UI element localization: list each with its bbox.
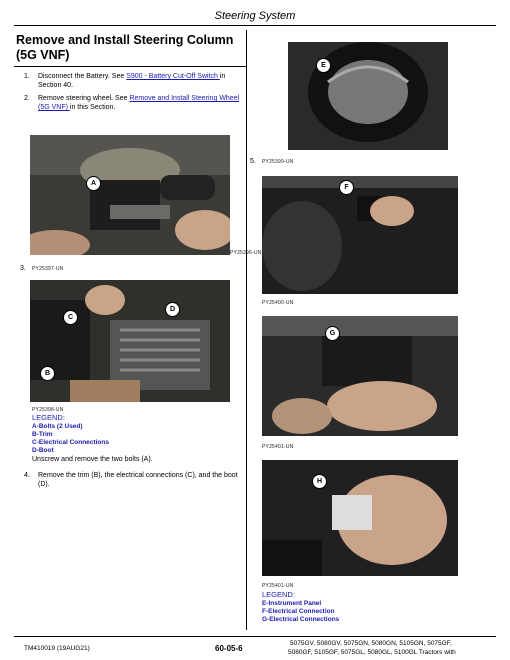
callout-c: C: [63, 310, 78, 325]
callout-d: D: [165, 302, 180, 317]
photo-trim-boot: [30, 280, 230, 402]
callout-h: H: [312, 474, 327, 489]
footer-page-number: 60-05-6: [215, 644, 243, 653]
caption-7: PY25401-UN: [262, 583, 294, 589]
footer-rule: [14, 636, 496, 637]
legend-item-electrical-connection: F-Electrical Connection: [262, 608, 335, 615]
caption-2: PY25397-UN: [32, 266, 64, 272]
step-1-text: [38, 72, 242, 90]
step-2-post: in this Section.: [69, 104, 116, 111]
step-2: [24, 94, 242, 114]
legend-item-electrical-connections-g: G-Electrical Connections: [262, 616, 340, 623]
header-title: Steering System: [214, 10, 296, 22]
caption-1: PY25396-UN: [230, 250, 262, 256]
footer-doc-id: TM410019 (19AUG21): [24, 645, 90, 652]
callout-b: B: [40, 366, 55, 381]
section-title: Remove and Install Steering Column (5G VNF): [16, 33, 234, 62]
step-2-pre: Remove steering wheel. See: [38, 95, 130, 102]
legend-item-bolts: A-Bolts (2 Used): [32, 423, 83, 430]
step-3-number: 3.: [20, 265, 26, 272]
legend-item-trim: B-Trim: [32, 431, 53, 438]
photo-connector: [262, 460, 458, 576]
step-4: [24, 471, 242, 491]
legend-item-instrument-panel: E-Instrument Panel: [262, 600, 322, 607]
legend-item-boot: D-Boot: [32, 447, 54, 454]
legend-note: Unscrew and remove the two bolts (A).: [32, 456, 153, 463]
battery-cutoff-link[interactable]: S900 - Battery Cut-Off Switch: [126, 73, 220, 80]
caption-4: PY25399-UN: [262, 159, 294, 165]
column-divider: [246, 30, 247, 630]
callout-f: F: [339, 180, 354, 195]
footer-models-line-2: 5080GF, 5105GF, 5075GL, 5080GL, 5100GL Tractors with: [288, 649, 456, 656]
steering-wheel-link[interactable]: Remove and Install Steering Wheel (5G VNF): [38, 95, 240, 111]
step-4-text: Remove the trim (B), the electrical connections (C), and the boot (D).: [38, 472, 238, 488]
caption-6: PY25401-UN: [262, 444, 294, 450]
callout-e: E: [316, 58, 331, 73]
callout-a: A: [86, 176, 101, 191]
photo-electrical-connection: [262, 176, 458, 294]
step-1: [24, 72, 242, 92]
step-2-number: 2.: [24, 95, 30, 102]
caption-5: PY25400-UN: [262, 300, 294, 306]
header-rule: [14, 25, 496, 26]
photo-electrical-connections: [262, 316, 458, 436]
legend-left-title: LEGEND:: [32, 413, 65, 422]
footer-models-line-1: 5075GV, 5080GV, 5075GN, 5080GN, 5105GN, 5075GF,: [290, 640, 452, 647]
caption-3: PY25398-UN: [32, 407, 64, 413]
step-5-number: 5.: [250, 158, 256, 165]
step-1-number: 1.: [24, 73, 30, 80]
photo-bolts: [30, 135, 230, 255]
photo-instrument-panel: [288, 42, 448, 150]
step-1-post: in Section 40.: [38, 73, 226, 89]
step-4-number: 4.: [24, 472, 30, 479]
legend-right-title: LEGEND:: [262, 590, 295, 599]
legend-item-electrical-connections: C-Electrical Connections: [32, 439, 109, 446]
step-1-pre: Disconnect the Battery. See: [38, 73, 127, 80]
callout-g: G: [325, 326, 340, 341]
title-rule: [14, 66, 246, 67]
step-2-text: [38, 94, 242, 112]
